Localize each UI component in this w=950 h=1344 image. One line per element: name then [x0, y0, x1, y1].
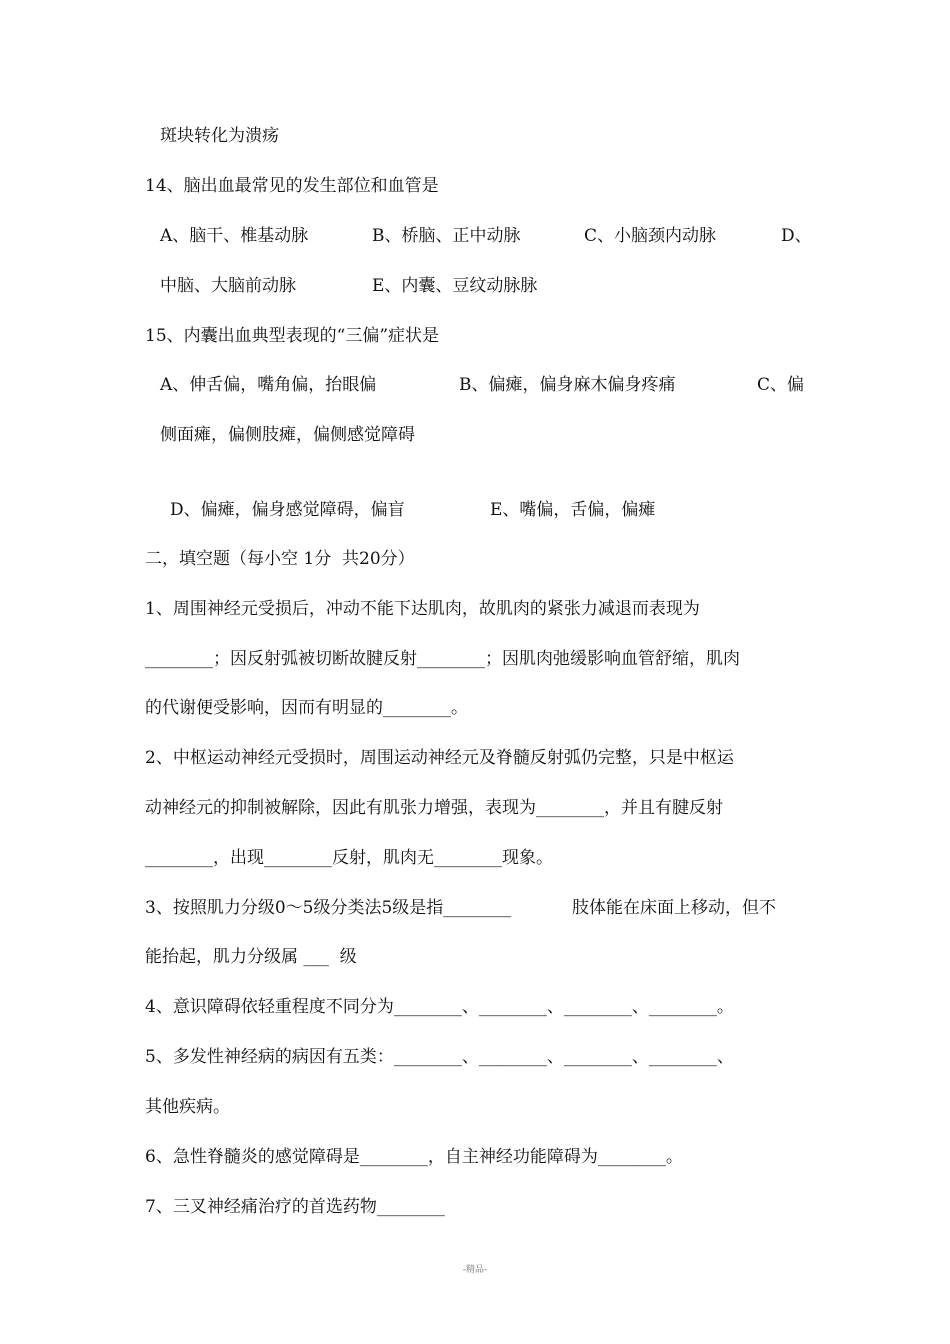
- fill-1-line-1: 1、周围神经元受损后，冲动不能下达肌肉，故肌肉的紧张力减退而表现为: [145, 599, 700, 619]
- option-15-b: B、偏瘫，偏身麻木偏身疼痛: [459, 375, 676, 395]
- option-14-a: A、脑干、椎基动脉: [160, 226, 309, 246]
- fill-3-line-1a: 3、按照肌力分级0～5级分类法5级是指________: [145, 898, 512, 918]
- option-14-d-head: D、: [781, 226, 812, 246]
- option-14-e: E、内囊、豆纹动脉脉: [372, 276, 538, 296]
- option-15-c-head: C、偏: [757, 375, 805, 395]
- page-footer: -精品-: [462, 1265, 488, 1275]
- question-15: 15、内囊出血典型表现的“三偏”症状是: [145, 326, 440, 346]
- option-15-d: D、偏瘫，偏身感觉障碍，偏盲: [170, 500, 405, 520]
- option-15-e: E、嘴偏，舌偏，偏瘫: [490, 500, 656, 520]
- fill-2-line-1: 2、中枢运动神经元受损时，周围运动神经元及脊髓反射弧仍完整，只是中枢运: [145, 748, 734, 768]
- section-heading: 二，填空题（每小空 1分 共20分）: [145, 549, 415, 569]
- fill-7: 7、三叉神经痛治疗的首选药物________: [145, 1197, 445, 1217]
- fill-4: 4、意识障碍依轻重程度不同分为________、________、________、________。: [145, 997, 734, 1017]
- option-15-a: A、伸舌偏，嘴角偏，抬眼偏: [160, 375, 377, 395]
- fill-1-line-2: ________；因反射弧被切断故腱反射________；因肌肉弛缓影响血管舒缩，肌肉: [145, 649, 740, 669]
- option-14-d-rest: 中脑、大脑前动脉: [160, 276, 296, 296]
- fill-2-line-2: 动神经元的抑制被解除，因此有肌张力增强，表现为________，并且有腱反射: [145, 798, 723, 818]
- option-15-c-rest: 侧面瘫，偏侧肢瘫，偏侧感觉障碍: [160, 425, 415, 445]
- text-line: 斑块转化为溃疡: [160, 126, 279, 146]
- fill-5-line-2: 其他疾病。: [145, 1097, 230, 1117]
- fill-1-line-3: 的代谢便受影响，因而有明显的________。: [145, 698, 468, 718]
- fill-6: 6、急性脊髓炎的感觉障碍是________，自主神经功能障碍为________。: [145, 1147, 683, 1167]
- fill-3-line-1b: 肢体能在床面上移动，但不: [572, 898, 776, 918]
- question-14: 14、脑出血最常见的发生部位和血管是: [145, 176, 439, 196]
- fill-2-line-3: ________，出现________反射，肌肉无________现象。: [145, 848, 553, 868]
- fill-5-line-1: 5、多发性神经病的病因有五类：________、________、________、________、: [145, 1047, 734, 1067]
- option-14-b: B、桥脑、正中动脉: [372, 226, 521, 246]
- fill-3-line-2: 能抬起，肌力分级属 ___ 级: [145, 947, 357, 967]
- option-14-c: C、小脑颈内动脉: [584, 226, 717, 246]
